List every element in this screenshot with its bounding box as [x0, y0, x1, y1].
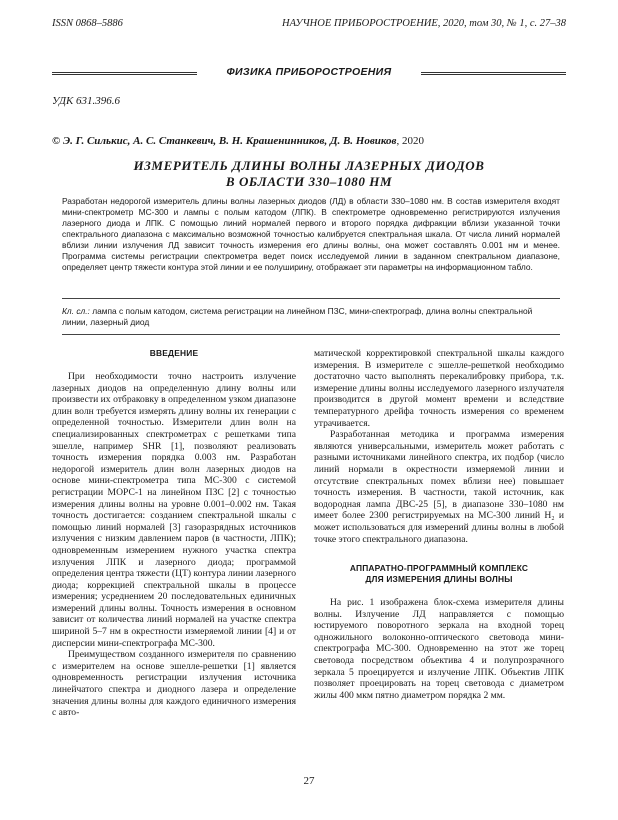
journal-reference: НАУЧНОЕ ПРИБОРОСТРОЕНИЕ, 2020, том 30, № 1, с. 27–38 — [282, 18, 566, 29]
article-title — [52, 158, 566, 190]
keywords-rule-top — [62, 298, 560, 299]
paragraph: При необходимости точно настроить излучение лазерных диодов на определенную длину волны или произвести их отбраковку в определенном узком диапазоне длин волн требуется измерять длину волны их генерации с определенной точностью. Измерители длин волн на специализированных спектрометрах с решетками типа эшелле, например SHR [1], позволяют реализовать точность измерения порядка 0.003 нм. Разработан недорогой измеритель длин волн лазерных диодов на основе мини-спектрометра типа МС-300 с системой регистрации МОРС-1 на линейном ПЗС [2] с точностью измерения длины волны на уровне 0.001–0.002 нм. Такая точность достигается: созданием спектральной шкалы с помощью линий нормалей [3] газоразрядных источников излучения с низким давлением паров (в частности, ЛПК); одновременным измерением нужного участка спектра излучения ЛПК и лазерного диода; программой определения центра тяжести (ЦТ) контура линии лазерного диода; коррекцией спектральной шкалы в процессе измерения; усреднением 20 последовательных единичных измерений длины волны. Точность измерения в основном зависит от количества линий нормалей на участке спектра шириной 5–7 нм в окрестности измеряемой линии [4] и от дисперсии мини-спектрографа МС-300. — [52, 371, 296, 649]
udk-code: УДК 631.396.6 — [52, 95, 121, 107]
heading-line-1: АППАРАТНО-ПРОГРАММНЫЙ КОМПЛЕКС — [349, 563, 529, 574]
left-column — [52, 348, 296, 719]
issn: ISSN 0868–5886 — [52, 18, 123, 29]
paragraph: На рис. 1 изображена блок-схема измерителя длины волны. Излучение ЛД направляется с помощью юстируемого поворотного зеркала на входной торец одножильного волоконно-оптического световода мини-спектрографа МС-300. Одновременно на этот же торец световода посредством объектива 4 и полупрозрачного зеркала 5 проецируется и излучение ЛПК. Объектив ЛПК позволяет проецировать на торец световода с диаметром жилы 400 мкм пятно диаметром порядка 2 мм. — [314, 597, 564, 701]
title-line-2: В ОБЛАСТИ 330–1080 НМ — [225, 174, 393, 189]
heading-introduction: ВВЕДЕНИЕ — [149, 348, 199, 358]
copyright-icon: © — [52, 135, 61, 147]
section-title: ФИЗИКА ПРИБОРОСТРОЕНИЯ — [226, 66, 392, 78]
right-column — [314, 348, 564, 701]
abstract: Разработан недорогой измеритель длины волны лазерных диодов (ЛД) в области 330–1080 нм. В состав измерителя входят мини-спектрометр МС-300 и лампы с полым катодом (ЛПК). В спектрометре одновременно регистрируются излучения лазерного диода и ЛПК. С помощью линий нормалей первого и второго порядка дифракции вблизи указанной точки спектрального диапазона с максимально возможной точностью калибруется спектральная шкала. От числа линий нормалей вблизи линии излучения ЛД зависит точность измерения его длины волны, она может составлять 0.001 нм и менее. Программа системы регистрации спектрометра ведет поиск исследуемой линии в заданном спектральном диапазоне, определяет центр тяжести контура этой линии и ее полуширину, отображает эти параметры на информационном табло. — [62, 196, 560, 272]
paragraph: Разработанная методика и программа измерения являются универсальными, измеритель может работать с разными источниками линейного спектра, их подбор (число линий нормали в окрестности измеряемой линии и отсутствие спектральных помех вблизи нее) повышает точность измерения. В частности, такой источник, как водородная лампа ДВС-25 [5], в диапазоне 330–1080 нм имеет более 2300 регистрируемых на МС-300 линий H₂ и может использоваться для измерений длины волны в любой точке этого спектрального диапазона. — [314, 429, 564, 545]
section-bar — [52, 66, 566, 80]
page-number: 27 — [303, 775, 315, 787]
section-rule-right — [421, 72, 566, 75]
heading-hardware-software — [314, 563, 564, 585]
keywords-label: Кл. сл.: — [62, 306, 90, 316]
keywords-rule-bottom — [62, 334, 560, 335]
author-year: , 2020 — [396, 135, 424, 147]
heading-line-2: ДЛЯ ИЗМЕРЕНИЯ ДЛИНЫ ВОЛНЫ — [365, 574, 513, 585]
authors-line — [52, 135, 578, 147]
paragraph: матической корректировкой спектральной шкалы каждого измерения. В измерителе с эшелле-решеткой необходимо достаточно часто выполнять перекалибровку прибора, т.к. измерение длины волны исследуемого лазерного излучателя производится в другой момент времени и вследствие температурного дрейфа точность измерения со временем утрачивается. — [314, 348, 564, 429]
paragraph: Преимуществом созданного измерителя по сравнению с измерителем на основе эшелле-решетки [1] является одновременность регистрации излучения источника линейчатого спектра и диодного лазера и определение значения длины волны для каждого единичного измерения с авто- — [52, 649, 296, 719]
keywords — [62, 306, 560, 328]
title-line-1: ИЗМЕРИТЕЛЬ ДЛИНЫ ВОЛНЫ ЛАЗЕРНЫХ ДИОДОВ — [133, 158, 485, 173]
keywords-text: лампа с полым катодом, система регистрации на линейном ПЗС, мини-спектрограф, длина волны спектральной линии, лазерный диод — [62, 306, 533, 327]
author-names: Э. Г. Силькис, А. С. Станкевич, В. Н. Крашенинников, Д. В. Новиков — [62, 135, 397, 147]
